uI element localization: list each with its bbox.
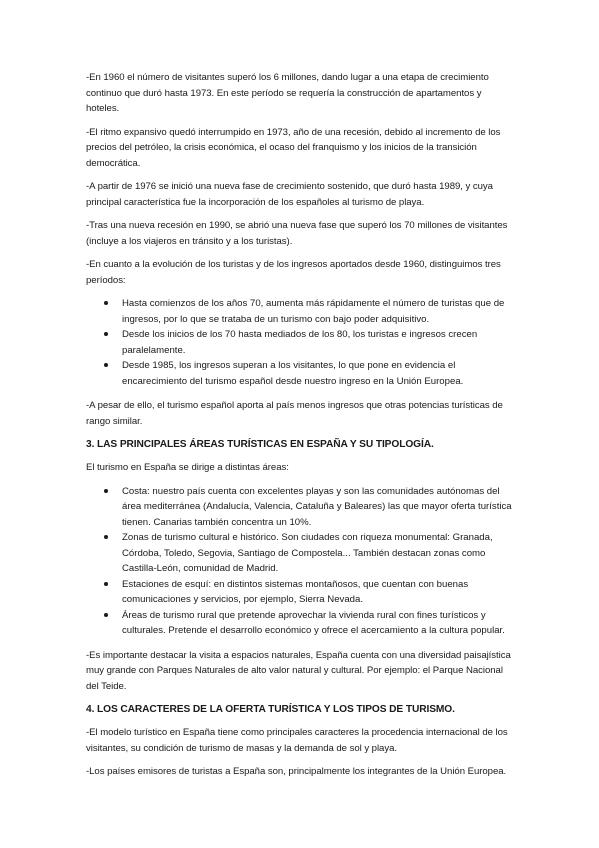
bullet-icon — [104, 363, 108, 367]
paragraph-lower-income: -A pesar de ello, el turismo español aporta al país menos ingresos que otras potencias turísticas de rango similar. — [86, 400, 503, 427]
section-4-heading: 4. LOS CARACTERES DE LA OFERTA TURÍSTICA Y LOS TIPOS DE TURISMO. — [86, 704, 455, 715]
paragraph-1990-recession: -Tras una nueva recesión en 1990, se abrió una nueva fase que superó los 70 millones de visitantes (incluye a los viajeros en tránsito y a los turistas). — [86, 220, 508, 247]
bullet-icon — [104, 613, 108, 617]
bullet-icon — [104, 582, 108, 586]
paragraph-1973-recession: -El ritmo expansivo quedó interrumpido en 1973, año de una recesión, debido al incremento de los precios del petróleo, la crisis económica, el ocaso del franquismo y los inicios de la transición democrática. — [86, 126, 501, 169]
bullet-icon — [104, 535, 108, 539]
list-item: Zonas de turismo cultural e histórico. Son ciudades con riqueza monumental: Granada, Córdoba, Toledo, Segovia, Santiago de Compostela... También destacan zonas como Castilla-León, comunidad de Madrid. — [122, 530, 515, 577]
paragraph-evolution-intro: -En cuanto a la evolución de los turistas y de los ingresos aportados desde 1960, distinguimos tres períodos: — [86, 259, 501, 286]
areas-list — [86, 484, 515, 639]
bullet-icon — [104, 489, 108, 493]
paragraph-natural-spaces: -Es importante destacar la visita a espacios naturales, España cuenta con una diversidad paisajística muy grande con Parques Naturales de alto valor natural y cultural. Por ejemplo: el Parque Nacional del Teide. — [86, 649, 511, 692]
list-item: Estaciones de esquí: en distintos sistemas montañosos, que cuentan con buenas comunicaciones y servicios, por ejemplo, Sierra Nevada. — [122, 577, 515, 608]
list-item: Costa: nuestro país cuenta con excelentes playas y son las comunidades autónomas del área mediterránea (Andalucía, Valencia, Cataluña y Baleares) las que mayor oferta turística tienen. Canarias también concentra un 10%. — [122, 484, 515, 531]
list-item: Hasta comienzos de los años 70, aumenta más rápidamente el número de turistas que de ingresos, por lo que se trataba de un turismo con bajo poder adquisitivo. — [122, 296, 515, 327]
list-item: Desde 1985, los ingresos superan a los visitantes, lo que pone en evidencia el encarecimiento del turismo español desde nuestro ingreso en la Unión Europea. — [122, 358, 515, 389]
list-item: Desde los inicios de los 70 hasta mediados de los 80, los turistas e ingresos crecen paralelamente. — [122, 327, 515, 358]
paragraph-tourism-model: -El modelo turístico en España tiene como principales caracteres la procedencia internacional de los visitantes, su condición de turismo de masas y la demanda de sol y playa. — [86, 727, 508, 754]
list-item: Áreas de turismo rural que pretende aprovechar la vivienda rural con fines turísticos y culturales. Pretende el desarrollo económico y ofrece el acercamiento a la cultura popular. — [122, 608, 515, 639]
bullet-icon — [104, 332, 108, 336]
paragraph-areas-intro: El turismo en España se dirige a distintas áreas: — [86, 462, 289, 473]
paragraph-1976-growth: -A partir de 1976 se inició una nueva fase de crecimiento sostenido, que duró hasta 1989, y cuya principal característica fue la incorporación de los españoles al turismo de playa. — [86, 181, 493, 208]
bullet-icon — [104, 301, 108, 305]
paragraph-source-countries: -Los países emisores de turistas a España son, principalmente los integrantes de la Unión Europea. — [86, 766, 507, 777]
periods-list — [86, 296, 515, 389]
paragraph-1960-visitors: -En 1960 el número de visitantes superó los 6 millones, dando lugar a una etapa de crecimiento continuo que duró hasta 1973. En este período se requería la construcción de apartamentos y hoteles. — [86, 72, 489, 114]
section-3-heading: 3. LAS PRINCIPALES ÁREAS TURÍSTICAS EN ESPAÑA Y SU TIPOLOGÍA. — [86, 439, 434, 450]
